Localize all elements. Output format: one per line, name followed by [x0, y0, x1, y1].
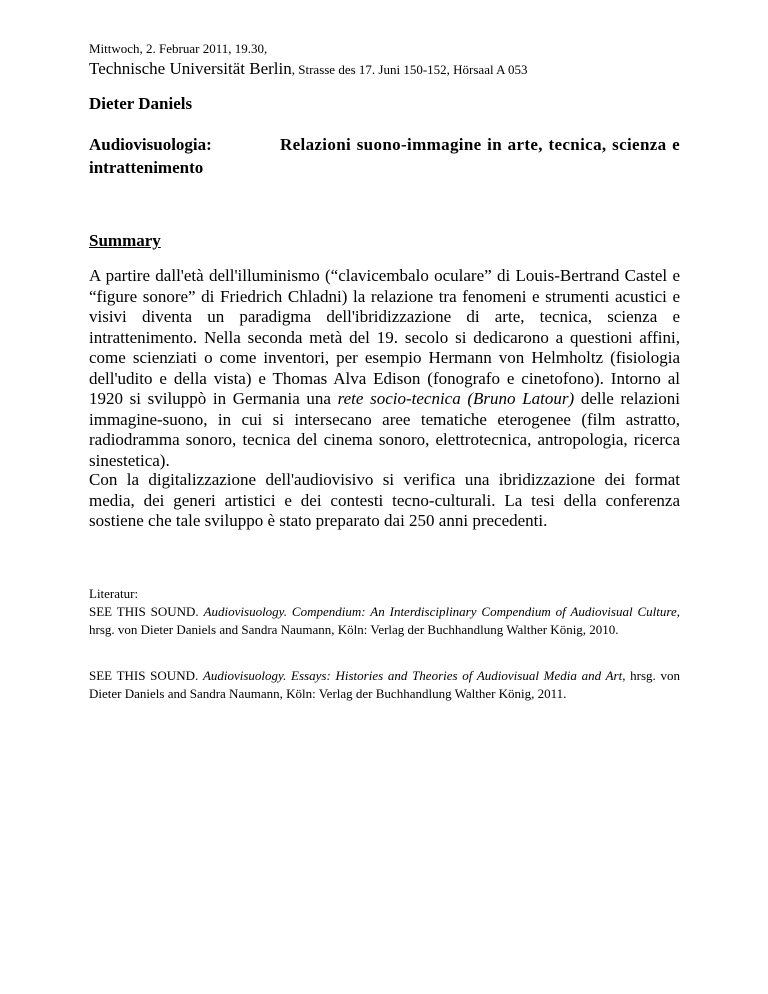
- literature-label: Literatur:: [89, 586, 139, 601]
- venue-name: Technische Universität Berlin: [89, 59, 292, 78]
- lecture-title: [89, 133, 680, 179]
- reference-1-details: , hrsg. von Dieter Daniels and Sandra Naumann, Köln: Verlag der Buchhandlung Walther König, 2010.: [89, 604, 680, 637]
- paragraph-1-text: A partire dall'età dell'illuminismo (“clavicembalo oculare” di Louis-Bertrand Castel e “figure sonore” di Friedrich Chladni) la relazione tra fenomeni e strumenti acustici e visivi diventa un paradigma dell'ibridizzazione di arte, tecnica, scienza e intrattenimento. Nella seconda metà del 19. secolo si dedicarono a questioni affini, come scienziati o come inventori, per esempio Hermann von Helmholtz (fisiologia dell'udito e della vista) e Thomas Alva Edison (fonografo e cinetofono). Intorno al 1920 si sviluppò in Germania una: [89, 266, 680, 408]
- event-date: Mittwoch, 2. Februar 2011, 19.30,: [89, 41, 268, 56]
- reference-1-prefix: SEE THIS SOUND.: [89, 604, 204, 619]
- summary-paragraph-2: Con la digitalizzazione dell'audiovisivo si verifica una ibridizzazione dei format media, dei generi artistici e dei contesti tecno-culturali. La tesi della conferenza sostiene che tale sviluppo è stato preparato dai 250 anni precedenti.: [89, 470, 680, 530]
- reference-2: [89, 667, 680, 702]
- event-venue: [89, 58, 680, 81]
- reference-2-prefix: SEE THIS SOUND.: [89, 668, 203, 683]
- reference-2-title: Audiovisuology. Essays: Histories and Theories of Audiovisual Media and Art: [202, 668, 623, 683]
- title-part-3: intrattenimento: [89, 158, 204, 177]
- paragraph-1-italic: rete socio-tecnica (Bruno Latour): [337, 389, 575, 408]
- paragraph-1-text-end: delle relazioni immagine-suono, in cui si intersecano aree tematiche eterogenee (film astratto, radiodramma sonoro, tecnica del cinema sonoro, elettrotecnica, antropologia, ricerca sinestetica).: [89, 389, 680, 470]
- summary-heading: Summary: [89, 231, 161, 250]
- title-part-1: Audiovisuologia:: [89, 135, 212, 154]
- reference-1-title: Audiovisuology. Compendium: An Interdisciplinary Compendium of Audiovisual Culture: [203, 604, 677, 619]
- reference-2-details: , hrsg. von Dieter Daniels and Sandra Naumann, Köln: Verlag der Buchhandlung Walther König, 2011.: [89, 668, 680, 701]
- summary-paragraph-1: [89, 266, 680, 471]
- venue-address: , Strasse des 17. Juni 150-152, Hörsaal A 053: [291, 62, 528, 77]
- title-part-2: Relazioni suono-immagine in arte, tecnica, scienza e: [279, 135, 680, 154]
- author-name: Dieter Daniels: [89, 94, 193, 113]
- reference-1: [89, 603, 680, 638]
